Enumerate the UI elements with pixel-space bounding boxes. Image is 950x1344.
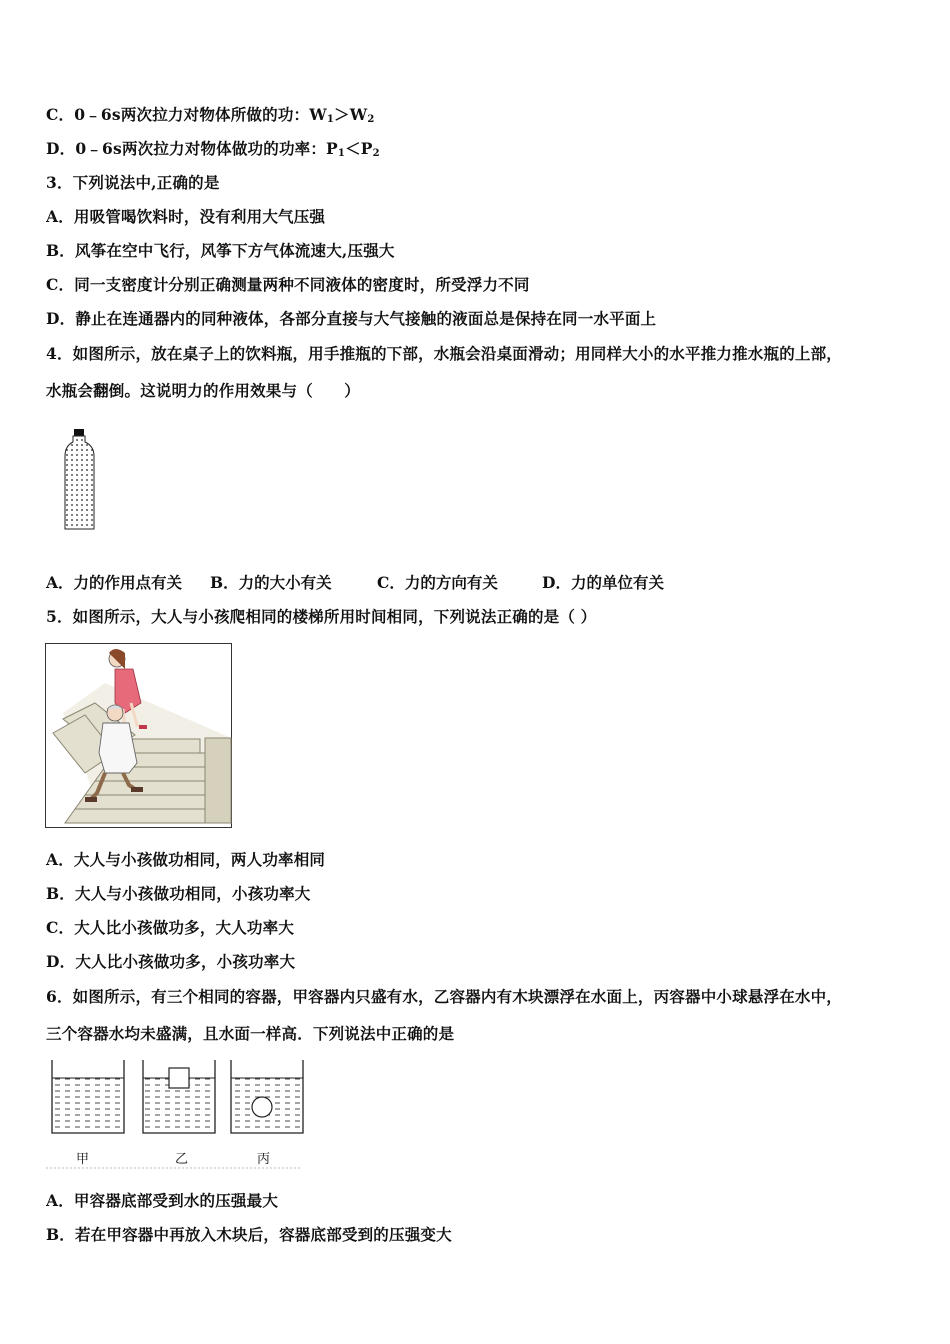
q5-option-c: C．大人比小孩做功多，大人功率大: [46, 918, 295, 937]
caption-bing: 丙: [257, 1152, 271, 1167]
q6-option-a: A．甲容器底部受到水的压强最大: [46, 1191, 279, 1210]
question-5: 5．如图所示，大人与小孩爬相同的楼梯所用时间相同，下列说法正确的是（ ）: [46, 607, 597, 626]
option-line-d: D．0﹣6s两次拉力对物体做功的功率：$P_1<P_2$: [46, 139, 380, 159]
question-3: 3．下列说法中,正确的是: [46, 173, 220, 192]
ball: [252, 1097, 272, 1117]
q6-option-b: B．若在甲容器中再放入木块后，容器底部受到的压强变大: [46, 1225, 452, 1244]
q3-option-c: C．同一支密度计分别正确测量两种不同液体的密度时，所受浮力不同: [46, 275, 530, 294]
bottle-figure: [60, 428, 100, 532]
bottle-body: [65, 436, 94, 529]
q3-option-a: A．用吸管喝饮料时，没有利用大气压强: [46, 207, 326, 226]
question-6-line1: 6．如图所示，有三个相同的容器，甲容器内只盛有水，乙容器内有木块漂浮在水面上，丙容器中小球悬浮在水中，: [46, 987, 842, 1006]
container-bing: [231, 1060, 303, 1133]
bottle-cap: [74, 429, 84, 436]
container-yi: [143, 1060, 215, 1133]
container-jia: [52, 1060, 124, 1133]
q5-option-b: B．大人与小孩做功相同，小孩功率大: [46, 884, 311, 903]
caption-yi: 乙: [175, 1152, 189, 1167]
q4-option-b: B．力的大小有关: [210, 573, 332, 592]
q3-option-b: B．风筝在空中飞行，风筝下方气体流速大,压强大: [46, 241, 395, 260]
question-4-line2: 水瓶会翻倒。这说明力的作用效果与（ ）: [46, 381, 361, 400]
option-line-c: C．0﹣6s两次拉力对物体所做的功：$W_1>W_2$: [46, 105, 375, 125]
question-4-line1: 4．如图所示，放在桌子上的饮料瓶，用手推瓶的下部，水瓶会沿桌面滑动；用同样大小的水平推力推水瓶的上部，: [46, 344, 842, 363]
q5-option-d: D．大人比小孩做功多，小孩功率大: [46, 952, 296, 971]
q4-option-a: A．力的作用点有关: [46, 573, 183, 592]
wood-block: [169, 1068, 189, 1088]
q5-option-a: A．大人与小孩做功相同，两人功率相同: [46, 850, 326, 869]
stairs-figure: [45, 643, 232, 828]
q4-option-c: C．力的方向有关: [377, 573, 498, 592]
caption-jia: 甲: [76, 1152, 90, 1167]
question-6-line2: 三个容器水均未盛满，且水面一样高．下列说法中正确的是: [46, 1024, 455, 1043]
q4-option-d: D．力的单位有关: [542, 573, 664, 592]
q3-option-d: D．静止在连通器内的同种液体，各部分直接与大气接触的液面总是保持在同一水平面上: [46, 309, 657, 328]
